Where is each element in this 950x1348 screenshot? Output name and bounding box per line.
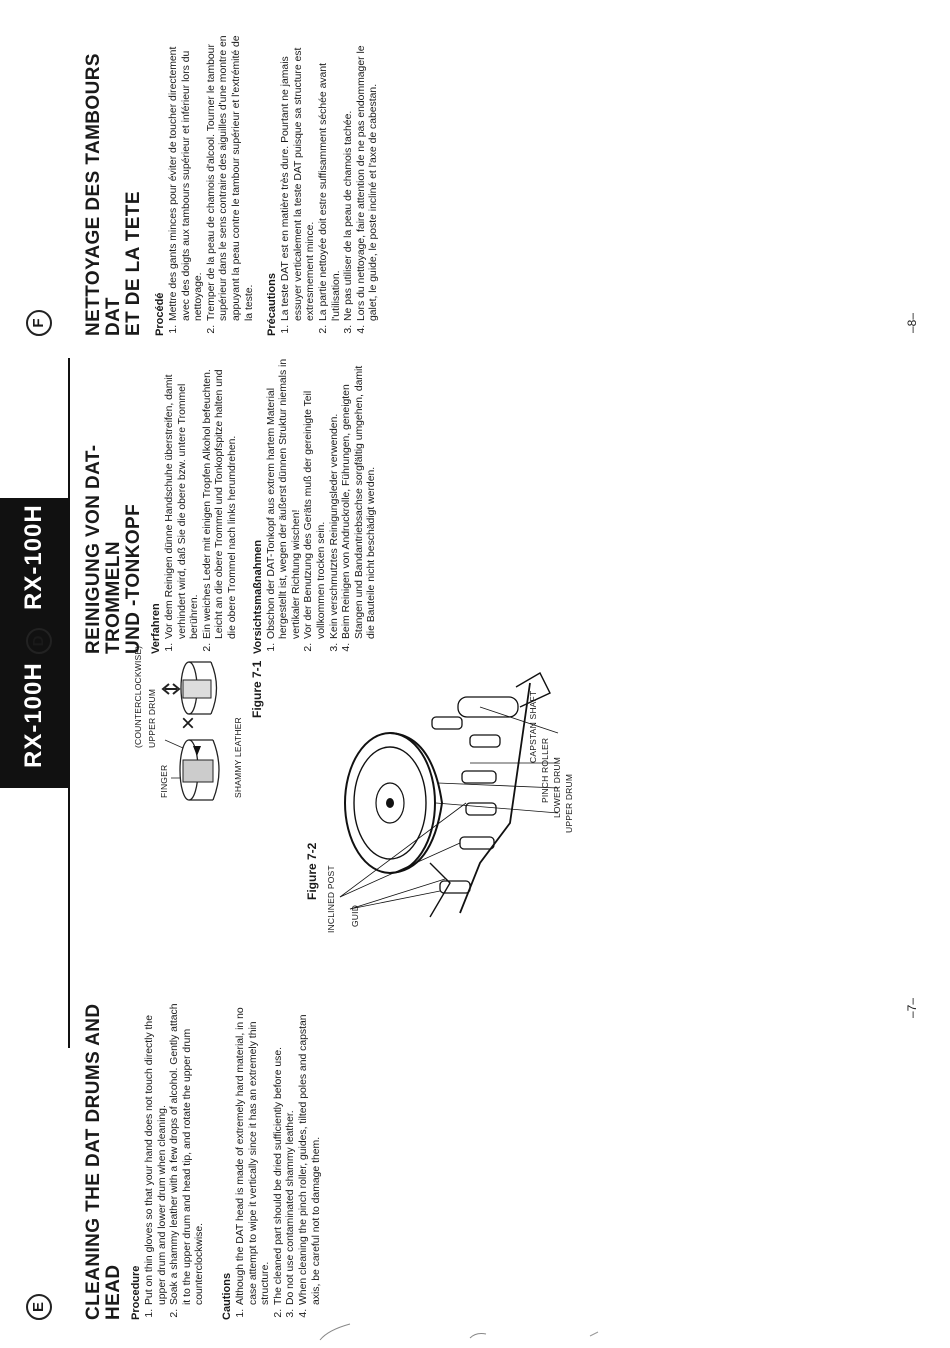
page-number-right: –8– [905,312,919,333]
section-marker-e: E [26,1294,52,1320]
figure-7-2 [320,653,580,953]
section-title-french-line1: NETTOYAGE DES TAMBOURS DAT [83,53,124,336]
cautions-list-french [280,30,381,336]
list-item: 3. Do not use contaminated shammy leather. [285,1000,298,1306]
section-title-french-line2: ET DE LA TETE [123,191,144,336]
list-item: 2. The cleaned part should be dried sufficiently before use. [273,1000,286,1306]
label-guid: GUID [350,904,360,927]
list-item: 2. Tremper de la peau de chamois d'alcool. Tourner le tambour supérieur dans le sens contraire des aiguilles d'une montre en appuyant la peau contre le tambour supérieur et l'extrémité de la teste. [206,30,256,322]
list-item: 1. La teste DAT est en matière très dure. Pourtant ne jamais essuyer verticalement la teste DAT puisque sa structure est extresmement mince. [280,30,318,322]
label-counterclockwise: (COUNTERCLOCKWISE) [133,645,143,748]
header-rule-left [68,788,70,1048]
procedure-heading-french: Procédé [154,292,166,336]
cautions-heading-german: Vorsichtsmaßnahmen [251,539,264,654]
label-inclined-post: INCLINED POST [326,865,336,933]
label-upper-drum: UPPER DRUM [147,688,157,748]
list-item: 1. Put on thin gloves so that your hand does not touch directly the upper drum and lower drum when cleaning. [144,1000,169,1306]
cautions-list-german [266,354,379,654]
cautions-heading-english: Cautions [220,1272,233,1320]
list-item: 2. Ein weiches Leder mit einigen Tropfen Alkohol befeuchten. Leicht an die obere Trommel und Tonkopfspitze halten und die obere Trommel nach links herumdrehen. [202,354,240,640]
label-upper-drum: UPPER DRUM [564,773,574,833]
cross-mark-icon: × [175,715,202,730]
procedure-heading-german: Verfahren [150,603,162,654]
label-capstan-shaft: CAPSTAN SHAFT [528,690,538,763]
list-item: 2. La partie nettoyée doit estre suffisamment séchée avant l'utilisation. [318,30,343,322]
header-rule-right [68,358,70,498]
list-item: 2. Vor der Benutzung des Geräts muß der gereinigte Teil vollkommen trocken sein. [303,354,328,640]
list-item: 2. Soak a shammy leather with a few drops of alcohol. Gently attach it to the upper drum and head tip, and rotate the upper drum counterclockwise. [169,1000,207,1306]
label-shammy-leather: SHAMMY LEATHER [233,717,243,798]
list-item: 1. Mettre des gants minces pour éviter de toucher directement avec des doigts aux tambours supérieur et inférieur lors du nettoyage. [168,30,206,322]
procedure-list-german [164,354,240,654]
figure-7-1 [125,645,275,818]
label-lower-drum: LOWER DRUM [552,756,562,818]
list-item: 3. Ne pas utiliser de la peau de chamois tachée. [343,30,356,322]
list-item: 1. Obschon der DAT-Tonkopf aus extrem hartem Material hergestellt ist, wegen der äußerst dünnen Struktur niemals in vertikaler Richtung wischen! [266,354,304,640]
figure-7-1-caption: Figure 7-1 [250,660,264,718]
section-french [84,30,381,336]
section-english [84,1000,323,1320]
list-item: 3. Kein verschmutztes Reinigungsleder verwenden. [329,354,342,640]
list-item: 1. Vor dem Reinigen dünne Handschuhe überstreifen, damit verhindert wird, daß Sie die obere bzw. untere Trommel berühren. [164,354,202,640]
procedure-heading-english: Procedure [130,1265,142,1320]
section-marker-d: D [26,628,52,654]
model-label-right: RX-100H [20,504,47,610]
page-number-left: –7– [905,997,919,1018]
section-title-english: CLEANING THE DAT DRUMS AND HEAD [83,1003,124,1320]
section-title-german-line2: UND -TONKOPF [123,503,144,654]
figure-7-2-caption: Figure 7-2 [305,842,319,900]
model-label-left: RX-100H [20,662,47,768]
label-finger: FINGER [159,764,169,798]
section-german [84,354,379,654]
section-title-german-line1: REINIGUNG VON DAT-TROMMELN [83,444,124,654]
cautions-heading-french: Précautions [266,273,279,336]
section-marker-f: F [26,310,52,336]
label-pinch-roller: PINCH ROLLER [540,737,550,803]
list-item: 1. Although the DAT head is made of extremely hard material, in no case attempt to wipe it vertically since it has an extremely thin structure. [235,1000,273,1306]
cautions-list-english [235,1000,323,1320]
list-item: 4. Lors du nettoyage, faire attention de ne pas endommager le galet, le guide, le poste incliné et l'axe de cabestan. [356,30,381,322]
procedure-list-french [168,30,256,336]
scan-edge-marks [0,1308,950,1348]
list-item: 4. Beim Reinigen von Andruckrolle, Führungen, geneigten Stangen und Bandantriebsachse sorgfältig umgehen, damit die Bauteile nicht beschädigt werden. [341,354,379,640]
procedure-list-english [144,1000,207,1320]
list-item: 4. When cleaning the pinch roller, guides, tilted poles and capstan axis, be careful not to damage them. [298,1000,323,1306]
